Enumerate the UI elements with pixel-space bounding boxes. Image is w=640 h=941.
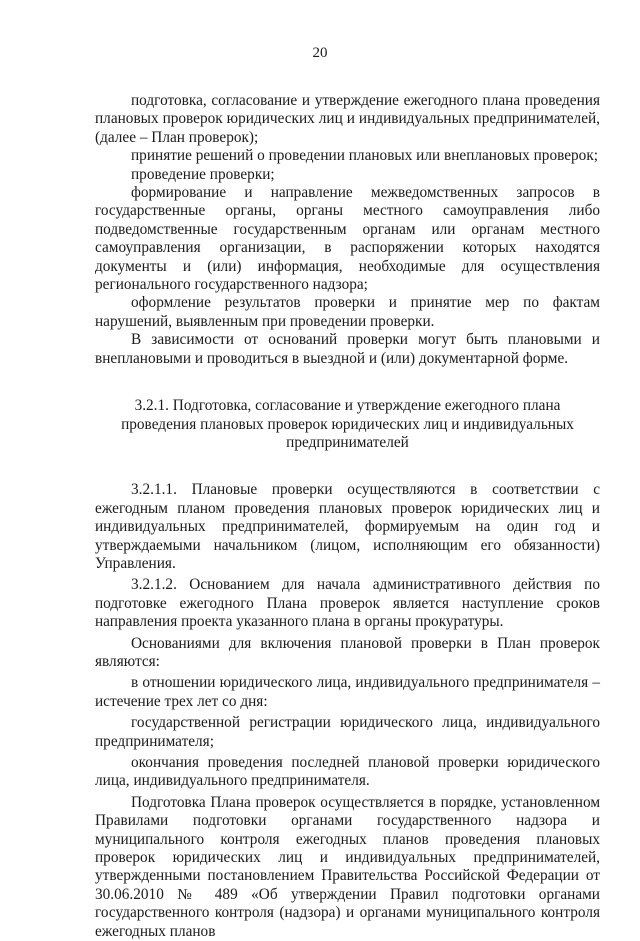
- paragraph: 3.2.1.1. Плановые проверки осуществляются в соответствии с ежегодным планом проведения плановых проверок юридических лиц и индивидуальных предпринимателей, формируемым на один год и утверждаемыми начальником (лицом, исполняющим его обязанности) Управления.: [95, 481, 600, 572]
- paragraph: проведение проверки;: [131, 165, 275, 183]
- paragraph: в отношении юридического лица, индивидуального предпринимателя – истечение трех лет со дня:: [95, 674, 600, 710]
- page-number: 20: [312, 45, 328, 61]
- document-body: [95, 92, 600, 941]
- paragraph: Подготовка Плана проверок осуществляется в порядке, установленном Правилами подготовки органами государственного надзора и муниципального контроля ежегодных планов проведения плановых проверок юридических лиц и индивидуальных предпринимателей, утвержденными постановлением Правительства Российской Федерации от 30.06.2010 № 489 «Об утверждении Правил подготовки органами государственного контроля (надзора) и органами муниципального контроля ежегодных планов: [95, 793, 600, 940]
- paragraph: окончания проведения последней плановой проверки юридического лица, индивидуального предпринимателя.: [95, 754, 600, 790]
- paragraph: В зависимости от оснований проверки могут быть плановыми и внеплановыми и проводиться в выездной и (или) документарной форме.: [95, 331, 600, 367]
- paragraph: оформление результатов проверки и принятие мер по фактам нарушений, выявленным при проведении проверки.: [95, 294, 600, 330]
- paragraph: принятие решений о проведении плановых или внеплановых проверок;: [131, 147, 598, 165]
- paragraph: государственной регистрации юридического лица, индивидуального предпринимателя;: [95, 714, 600, 750]
- paragraph: подготовка, согласование и утверждение ежегодного плана проведения плановых проверок юридических лиц и индивидуальных предпринимателей, (далее – План проверок);: [95, 92, 600, 146]
- paragraph: Основаниями для включения плановой проверки в План проверок являются:: [95, 634, 600, 670]
- paragraph: формирование и направление межведомственных запросов в государственные органы, органы местного самоуправления либо подведомственные государственным органам или органам местного самоуправления организации, в распоряжении которых находятся документы и (или) информация, необходимые для осуществления регионального государственного надзора;: [95, 184, 600, 294]
- section-heading: 3.2.1. Подготовка, согласование и утверждение ежегодного плана проведения плановых проверок юридических лиц и индивидуальных предпринимателей: [121, 397, 574, 451]
- paragraph: 3.2.1.2. Основанием для начала административного действия по подготовке ежегодного Плана проверок является наступление сроков направления проекта указанного плана в органы прокуратуры.: [95, 576, 600, 631]
